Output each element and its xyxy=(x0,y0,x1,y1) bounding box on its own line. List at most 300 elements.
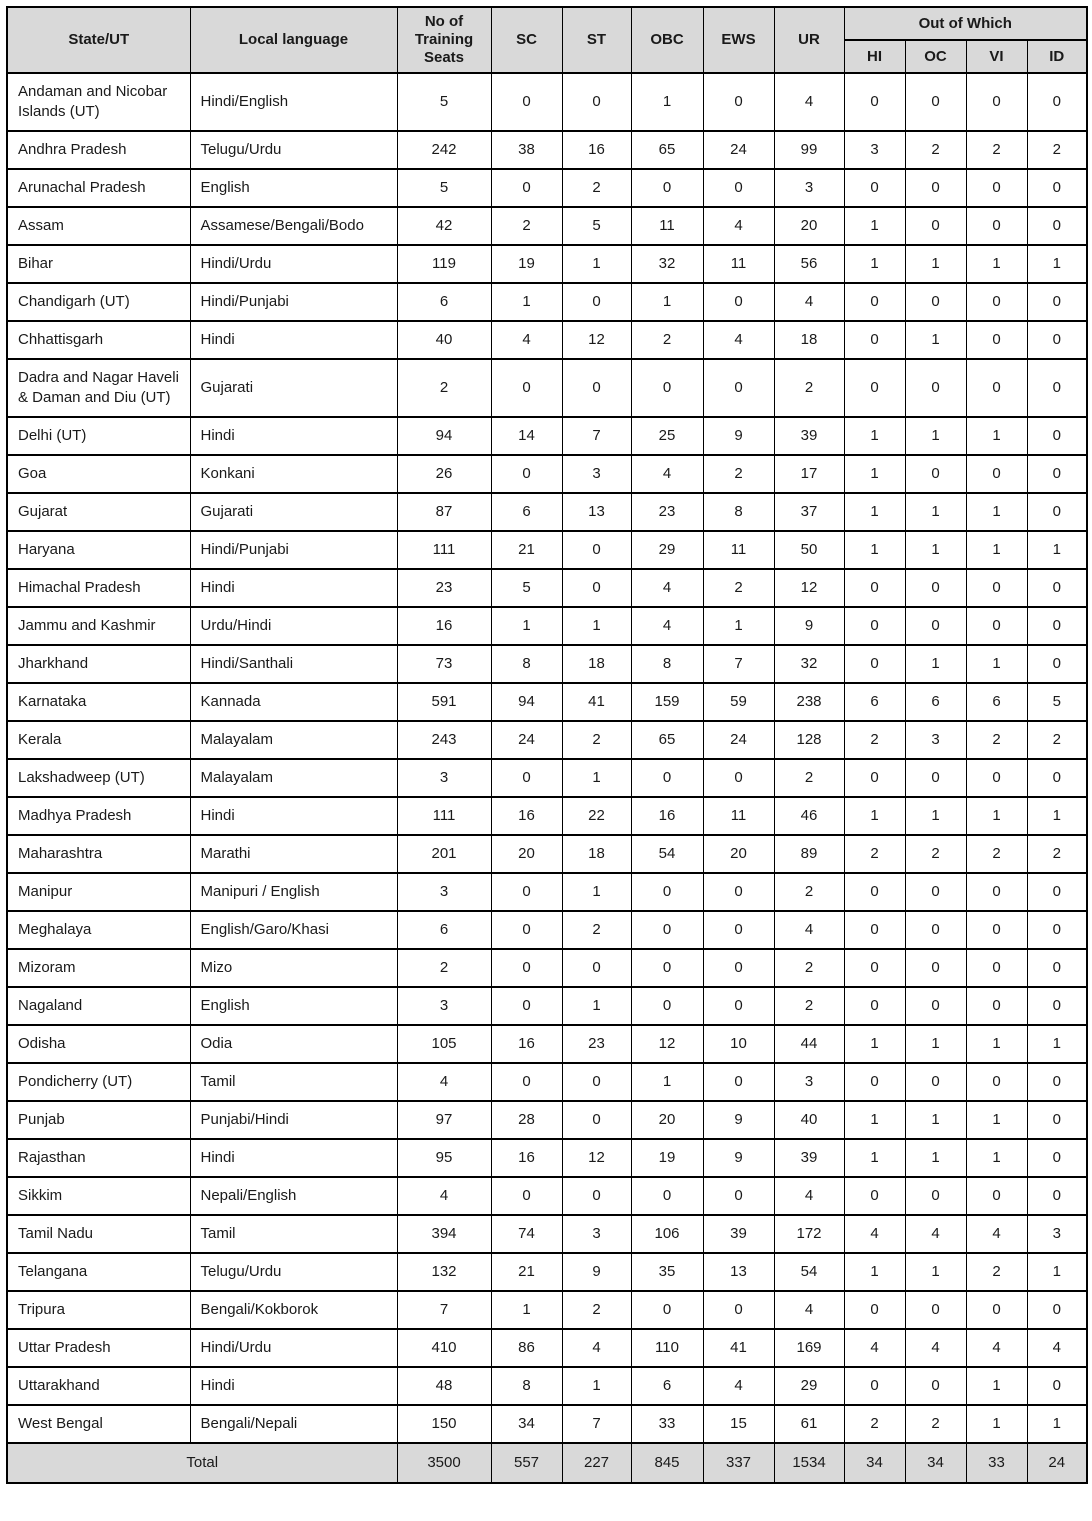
value-cell: 2 xyxy=(905,131,966,169)
value-cell: 44 xyxy=(774,1025,844,1063)
table-row xyxy=(7,1291,1087,1329)
value-cell: 201 xyxy=(397,835,491,873)
state-cell: Tripura xyxy=(7,1291,190,1329)
value-cell: 0 xyxy=(562,1177,631,1215)
value-cell: 0 xyxy=(1027,1139,1087,1177)
value-cell: 0 xyxy=(844,607,905,645)
table-row xyxy=(7,645,1087,683)
value-cell: 0 xyxy=(905,607,966,645)
total-value-cell: 227 xyxy=(562,1443,631,1483)
value-cell: 65 xyxy=(631,131,703,169)
state-cell: Pondicherry (UT) xyxy=(7,1063,190,1101)
value-cell: 13 xyxy=(703,1253,774,1291)
col-header-vi: VI xyxy=(966,40,1027,73)
value-cell: 0 xyxy=(491,949,562,987)
value-cell: 159 xyxy=(631,683,703,721)
value-cell: 0 xyxy=(1027,911,1087,949)
value-cell: 0 xyxy=(1027,359,1087,417)
value-cell: 0 xyxy=(905,1177,966,1215)
value-cell: 13 xyxy=(562,493,631,531)
table-row xyxy=(7,417,1087,455)
value-cell: 5 xyxy=(491,569,562,607)
value-cell: 0 xyxy=(631,987,703,1025)
col-header-sc: SC xyxy=(491,7,562,73)
value-cell: 0 xyxy=(631,873,703,911)
value-cell: 1 xyxy=(1027,1025,1087,1063)
language-cell: Hindi/Punjabi xyxy=(190,531,397,569)
table-row xyxy=(7,721,1087,759)
value-cell: 0 xyxy=(1027,759,1087,797)
value-cell: 0 xyxy=(966,359,1027,417)
value-cell: 2 xyxy=(562,721,631,759)
value-cell: 10 xyxy=(703,1025,774,1063)
state-cell: Odisha xyxy=(7,1025,190,1063)
state-cell: Meghalaya xyxy=(7,911,190,949)
value-cell: 2 xyxy=(774,949,844,987)
value-cell: 2 xyxy=(844,835,905,873)
value-cell: 5 xyxy=(1027,683,1087,721)
value-cell: 39 xyxy=(703,1215,774,1253)
table-row xyxy=(7,1329,1087,1367)
language-cell: Bengali/Nepali xyxy=(190,1405,397,1443)
value-cell: 54 xyxy=(631,835,703,873)
value-cell: 0 xyxy=(703,759,774,797)
value-cell: 20 xyxy=(774,207,844,245)
state-cell: Uttarakhand xyxy=(7,1367,190,1405)
value-cell: 0 xyxy=(562,949,631,987)
value-cell: 0 xyxy=(844,1291,905,1329)
value-cell: 0 xyxy=(966,873,1027,911)
total-label: Total xyxy=(7,1443,397,1483)
value-cell: 0 xyxy=(562,73,631,131)
value-cell: 0 xyxy=(1027,949,1087,987)
value-cell: 1 xyxy=(905,321,966,359)
training-seats-table xyxy=(6,6,1088,1484)
value-cell: 2 xyxy=(774,987,844,1025)
value-cell: 4 xyxy=(774,911,844,949)
value-cell: 111 xyxy=(397,531,491,569)
table-row xyxy=(7,131,1087,169)
table-row xyxy=(7,245,1087,283)
value-cell: 0 xyxy=(844,1367,905,1405)
value-cell: 3 xyxy=(397,873,491,911)
value-cell: 41 xyxy=(703,1329,774,1367)
value-cell: 2 xyxy=(1027,721,1087,759)
value-cell: 99 xyxy=(774,131,844,169)
language-cell: Bengali/Kokborok xyxy=(190,1291,397,1329)
value-cell: 65 xyxy=(631,721,703,759)
value-cell: 11 xyxy=(703,797,774,835)
value-cell: 1 xyxy=(966,493,1027,531)
language-cell: Tamil xyxy=(190,1215,397,1253)
value-cell: 1 xyxy=(491,607,562,645)
value-cell: 4 xyxy=(703,207,774,245)
value-cell: 11 xyxy=(703,531,774,569)
value-cell: 243 xyxy=(397,721,491,759)
value-cell: 33 xyxy=(631,1405,703,1443)
value-cell: 0 xyxy=(905,1367,966,1405)
language-cell: English/Garo/Khasi xyxy=(190,911,397,949)
value-cell: 9 xyxy=(703,1139,774,1177)
value-cell: 11 xyxy=(631,207,703,245)
total-value-cell: 845 xyxy=(631,1443,703,1483)
col-header-language: Local language xyxy=(190,7,397,73)
value-cell: 0 xyxy=(1027,1367,1087,1405)
value-cell: 46 xyxy=(774,797,844,835)
value-cell: 0 xyxy=(844,987,905,1025)
value-cell: 3 xyxy=(562,1215,631,1253)
value-cell: 0 xyxy=(905,569,966,607)
language-cell: Malayalam xyxy=(190,721,397,759)
value-cell: 0 xyxy=(631,1291,703,1329)
table-row xyxy=(7,949,1087,987)
value-cell: 1 xyxy=(966,1025,1027,1063)
language-cell: Mizo xyxy=(190,949,397,987)
value-cell: 18 xyxy=(562,835,631,873)
value-cell: 1 xyxy=(844,1139,905,1177)
total-value-cell: 337 xyxy=(703,1443,774,1483)
value-cell: 6 xyxy=(905,683,966,721)
value-cell: 1 xyxy=(562,607,631,645)
table-row xyxy=(7,1139,1087,1177)
value-cell: 16 xyxy=(491,797,562,835)
value-cell: 9 xyxy=(703,417,774,455)
value-cell: 0 xyxy=(1027,1291,1087,1329)
value-cell: 4 xyxy=(397,1177,491,1215)
language-cell: English xyxy=(190,169,397,207)
value-cell: 1 xyxy=(966,1367,1027,1405)
value-cell: 6 xyxy=(397,283,491,321)
value-cell: 110 xyxy=(631,1329,703,1367)
state-cell: Karnataka xyxy=(7,683,190,721)
value-cell: 410 xyxy=(397,1329,491,1367)
value-cell: 9 xyxy=(703,1101,774,1139)
value-cell: 1 xyxy=(844,1253,905,1291)
table-row xyxy=(7,283,1087,321)
value-cell: 2 xyxy=(1027,131,1087,169)
table-footer xyxy=(7,1443,1087,1483)
state-cell: Kerala xyxy=(7,721,190,759)
value-cell: 16 xyxy=(491,1025,562,1063)
value-cell: 0 xyxy=(1027,569,1087,607)
value-cell: 1 xyxy=(562,245,631,283)
value-cell: 0 xyxy=(966,569,1027,607)
value-cell: 169 xyxy=(774,1329,844,1367)
value-cell: 0 xyxy=(491,169,562,207)
language-cell: Kannada xyxy=(190,683,397,721)
state-cell: Himachal Pradesh xyxy=(7,569,190,607)
value-cell: 23 xyxy=(631,493,703,531)
value-cell: 1 xyxy=(905,1139,966,1177)
value-cell: 0 xyxy=(631,169,703,207)
state-cell: Punjab xyxy=(7,1101,190,1139)
value-cell: 106 xyxy=(631,1215,703,1253)
value-cell: 0 xyxy=(844,759,905,797)
state-cell: Jammu and Kashmir xyxy=(7,607,190,645)
value-cell: 0 xyxy=(844,569,905,607)
state-cell: Andaman and Nicobar Islands (UT) xyxy=(7,73,190,131)
value-cell: 0 xyxy=(966,283,1027,321)
value-cell: 3 xyxy=(1027,1215,1087,1253)
value-cell: 0 xyxy=(1027,207,1087,245)
value-cell: 11 xyxy=(703,245,774,283)
value-cell: 7 xyxy=(562,1405,631,1443)
value-cell: 48 xyxy=(397,1367,491,1405)
value-cell: 394 xyxy=(397,1215,491,1253)
value-cell: 0 xyxy=(703,359,774,417)
value-cell: 4 xyxy=(631,455,703,493)
value-cell: 0 xyxy=(966,169,1027,207)
table-row xyxy=(7,911,1087,949)
value-cell: 1 xyxy=(1027,1253,1087,1291)
value-cell: 26 xyxy=(397,455,491,493)
table-row xyxy=(7,1063,1087,1101)
state-cell: Maharashtra xyxy=(7,835,190,873)
table-row xyxy=(7,531,1087,569)
value-cell: 1 xyxy=(844,797,905,835)
value-cell: 4 xyxy=(844,1329,905,1367)
state-cell: Tamil Nadu xyxy=(7,1215,190,1253)
value-cell: 4 xyxy=(905,1329,966,1367)
value-cell: 15 xyxy=(703,1405,774,1443)
value-cell: 16 xyxy=(562,131,631,169)
value-cell: 0 xyxy=(1027,493,1087,531)
value-cell: 0 xyxy=(844,949,905,987)
state-cell: Arunachal Pradesh xyxy=(7,169,190,207)
value-cell: 1 xyxy=(703,607,774,645)
value-cell: 12 xyxy=(562,321,631,359)
value-cell: 35 xyxy=(631,1253,703,1291)
value-cell: 4 xyxy=(774,283,844,321)
value-cell: 2 xyxy=(491,207,562,245)
state-cell: Chandigarh (UT) xyxy=(7,283,190,321)
value-cell: 0 xyxy=(1027,873,1087,911)
value-cell: 32 xyxy=(774,645,844,683)
value-cell: 0 xyxy=(966,1291,1027,1329)
value-cell: 0 xyxy=(905,911,966,949)
value-cell: 4 xyxy=(844,1215,905,1253)
value-cell: 0 xyxy=(844,873,905,911)
value-cell: 0 xyxy=(703,949,774,987)
total-value-cell: 1534 xyxy=(774,1443,844,1483)
value-cell: 0 xyxy=(844,645,905,683)
value-cell: 16 xyxy=(631,797,703,835)
value-cell: 1 xyxy=(905,797,966,835)
value-cell: 1 xyxy=(966,245,1027,283)
value-cell: 0 xyxy=(1027,283,1087,321)
value-cell: 94 xyxy=(397,417,491,455)
value-cell: 20 xyxy=(703,835,774,873)
value-cell: 12 xyxy=(631,1025,703,1063)
value-cell: 0 xyxy=(966,1177,1027,1215)
value-cell: 4 xyxy=(631,607,703,645)
value-cell: 0 xyxy=(562,359,631,417)
value-cell: 6 xyxy=(491,493,562,531)
value-cell: 2 xyxy=(844,721,905,759)
value-cell: 0 xyxy=(562,1063,631,1101)
language-cell: Hindi xyxy=(190,1367,397,1405)
value-cell: 1 xyxy=(1027,531,1087,569)
value-cell: 6 xyxy=(844,683,905,721)
value-cell: 0 xyxy=(905,455,966,493)
value-cell: 40 xyxy=(397,321,491,359)
value-cell: 6 xyxy=(631,1367,703,1405)
state-cell: Jharkhand xyxy=(7,645,190,683)
value-cell: 3 xyxy=(774,1063,844,1101)
value-cell: 1 xyxy=(966,531,1027,569)
value-cell: 73 xyxy=(397,645,491,683)
value-cell: 29 xyxy=(631,531,703,569)
value-cell: 1 xyxy=(631,73,703,131)
value-cell: 128 xyxy=(774,721,844,759)
state-cell: Dadra and Nagar Haveli & Daman and Diu (UT) xyxy=(7,359,190,417)
value-cell: 1 xyxy=(844,417,905,455)
value-cell: 0 xyxy=(562,569,631,607)
value-cell: 0 xyxy=(1027,987,1087,1025)
value-cell: 12 xyxy=(562,1139,631,1177)
value-cell: 1 xyxy=(905,1253,966,1291)
value-cell: 4 xyxy=(774,73,844,131)
value-cell: 0 xyxy=(966,455,1027,493)
state-cell: Gujarat xyxy=(7,493,190,531)
value-cell: 74 xyxy=(491,1215,562,1253)
value-cell: 2 xyxy=(562,169,631,207)
value-cell: 16 xyxy=(397,607,491,645)
language-cell: Odia xyxy=(190,1025,397,1063)
value-cell: 0 xyxy=(562,531,631,569)
value-cell: 23 xyxy=(397,569,491,607)
value-cell: 0 xyxy=(1027,417,1087,455)
state-cell: Delhi (UT) xyxy=(7,417,190,455)
value-cell: 0 xyxy=(631,759,703,797)
language-cell: Punjabi/Hindi xyxy=(190,1101,397,1139)
state-cell: Telangana xyxy=(7,1253,190,1291)
value-cell: 1 xyxy=(905,417,966,455)
value-cell: 4 xyxy=(397,1063,491,1101)
value-cell: 0 xyxy=(966,911,1027,949)
table-row xyxy=(7,607,1087,645)
value-cell: 95 xyxy=(397,1139,491,1177)
value-cell: 41 xyxy=(562,683,631,721)
table-row xyxy=(7,1215,1087,1253)
value-cell: 1 xyxy=(905,1025,966,1063)
value-cell: 97 xyxy=(397,1101,491,1139)
value-cell: 0 xyxy=(562,283,631,321)
value-cell: 0 xyxy=(905,169,966,207)
value-cell: 42 xyxy=(397,207,491,245)
value-cell: 28 xyxy=(491,1101,562,1139)
value-cell: 56 xyxy=(774,245,844,283)
value-cell: 0 xyxy=(905,359,966,417)
value-cell: 0 xyxy=(703,987,774,1025)
value-cell: 0 xyxy=(703,1177,774,1215)
language-cell: Manipuri / English xyxy=(190,873,397,911)
table-row xyxy=(7,493,1087,531)
value-cell: 89 xyxy=(774,835,844,873)
language-cell: Hindi xyxy=(190,1139,397,1177)
value-cell: 0 xyxy=(491,911,562,949)
col-header-ur: UR xyxy=(774,7,844,73)
value-cell: 5 xyxy=(397,169,491,207)
value-cell: 0 xyxy=(966,987,1027,1025)
value-cell: 14 xyxy=(491,417,562,455)
value-cell: 2 xyxy=(631,321,703,359)
value-cell: 0 xyxy=(905,987,966,1025)
state-cell: Haryana xyxy=(7,531,190,569)
state-cell: Manipur xyxy=(7,873,190,911)
language-cell: Hindi/Urdu xyxy=(190,1329,397,1367)
value-cell: 0 xyxy=(966,759,1027,797)
value-cell: 0 xyxy=(703,283,774,321)
value-cell: 4 xyxy=(703,321,774,359)
value-cell: 2 xyxy=(397,949,491,987)
total-value-cell: 33 xyxy=(966,1443,1027,1483)
value-cell: 0 xyxy=(966,1063,1027,1101)
value-cell: 0 xyxy=(905,949,966,987)
language-cell: Hindi/Santhali xyxy=(190,645,397,683)
value-cell: 0 xyxy=(966,73,1027,131)
language-cell: Hindi/Urdu xyxy=(190,245,397,283)
total-row xyxy=(7,1443,1087,1483)
value-cell: 1 xyxy=(844,1025,905,1063)
table-row xyxy=(7,835,1087,873)
value-cell: 3 xyxy=(562,455,631,493)
value-cell: 4 xyxy=(966,1329,1027,1367)
table-row xyxy=(7,321,1087,359)
language-cell: Telugu/Urdu xyxy=(190,131,397,169)
value-cell: 0 xyxy=(966,949,1027,987)
value-cell: 32 xyxy=(631,245,703,283)
value-cell: 5 xyxy=(562,207,631,245)
col-header-seats: No of Training Seats xyxy=(397,7,491,73)
value-cell: 4 xyxy=(703,1367,774,1405)
value-cell: 4 xyxy=(774,1177,844,1215)
total-value-cell: 557 xyxy=(491,1443,562,1483)
value-cell: 4 xyxy=(966,1215,1027,1253)
table-row xyxy=(7,797,1087,835)
table-row xyxy=(7,987,1087,1025)
value-cell: 1 xyxy=(966,1405,1027,1443)
value-cell: 591 xyxy=(397,683,491,721)
state-cell: Chhattisgarh xyxy=(7,321,190,359)
table-row xyxy=(7,873,1087,911)
value-cell: 6 xyxy=(966,683,1027,721)
table-row xyxy=(7,359,1087,417)
value-cell: 61 xyxy=(774,1405,844,1443)
value-cell: 0 xyxy=(491,759,562,797)
value-cell: 0 xyxy=(631,359,703,417)
col-header-ews: EWS xyxy=(703,7,774,73)
value-cell: 0 xyxy=(491,1063,562,1101)
value-cell: 2 xyxy=(1027,835,1087,873)
value-cell: 39 xyxy=(774,1139,844,1177)
state-cell: Mizoram xyxy=(7,949,190,987)
value-cell: 0 xyxy=(491,1177,562,1215)
value-cell: 2 xyxy=(905,1405,966,1443)
value-cell: 94 xyxy=(491,683,562,721)
value-cell: 0 xyxy=(703,169,774,207)
value-cell: 0 xyxy=(905,283,966,321)
value-cell: 12 xyxy=(774,569,844,607)
value-cell: 40 xyxy=(774,1101,844,1139)
value-cell: 0 xyxy=(844,1063,905,1101)
value-cell: 0 xyxy=(1027,73,1087,131)
value-cell: 119 xyxy=(397,245,491,283)
value-cell: 20 xyxy=(491,835,562,873)
value-cell: 3 xyxy=(844,131,905,169)
value-cell: 0 xyxy=(844,169,905,207)
language-cell: Hindi/English xyxy=(190,73,397,131)
